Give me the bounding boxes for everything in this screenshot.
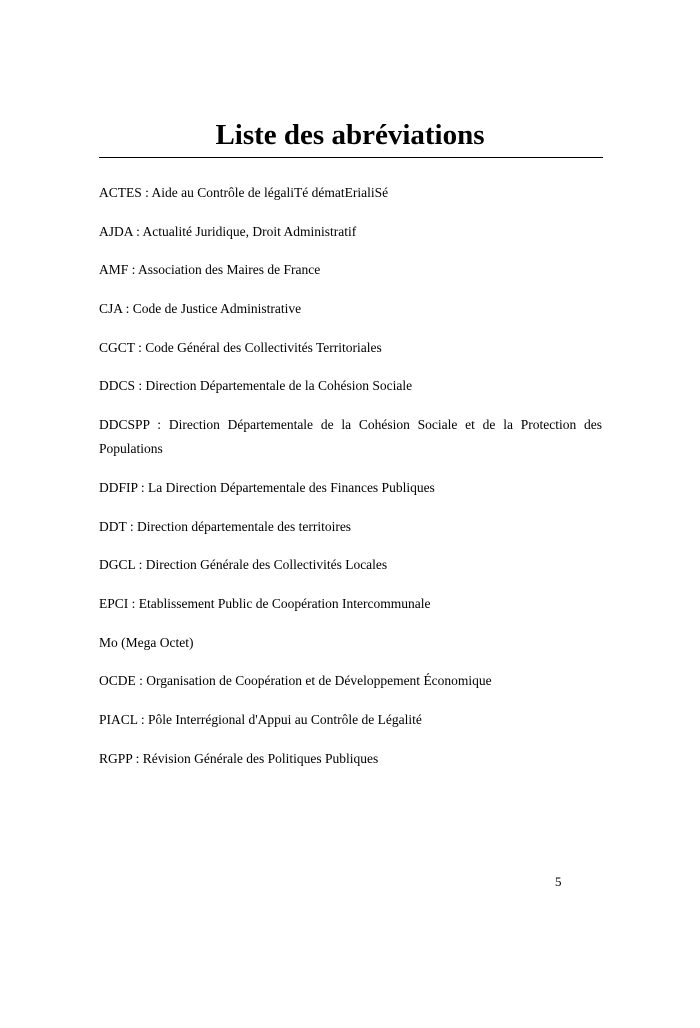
abbreviation-definition: Etablissement Public de Coopération Intercommunale [138,595,431,611]
abbreviation-entry [99,592,602,616]
abbreviation-entry [99,747,602,771]
abbreviation-term: Mo [99,634,118,650]
abbreviation-entry [99,708,602,732]
abbreviation-term: AMF [99,262,129,278]
abbreviation-separator: : [126,518,138,534]
abbreviation-entry [99,669,602,693]
abbreviation-separator: : [135,557,146,573]
abbreviation-entry [99,553,602,577]
abbreviation-definition: Aide au Contrôle de légaliTé dématErialiSé [151,185,389,200]
abbreviation-separator: : [132,223,143,239]
abbreviation-term: DDCSPP [99,417,150,433]
abbreviation-term: CJA [99,301,123,317]
abbreviation-term: ACTES [99,185,142,200]
abbreviation-entry [99,220,602,244]
abbreviation-term: RGPP [99,750,133,766]
abbreviation-separator: : [132,750,143,766]
abbreviation-term: EPCI [99,595,129,611]
abbreviation-definition: Association des Maires de France [138,262,321,278]
abbreviation-separator: : [134,339,146,355]
abbreviation-term: DDFIP [99,479,138,495]
abbreviation-definition: Actualité Juridique, Droit Administratif [142,223,357,239]
abbreviation-term: PIACL [99,711,138,727]
abbreviation-definition: Code Général des Collectivités Territoriales [145,339,382,355]
abbreviation-term: CGCT [99,339,135,355]
abbreviation-separator: : [135,378,146,394]
abbreviation-separator: : [137,711,149,727]
abbreviation-separator: : [149,417,169,433]
page-number: 5 [555,874,562,889]
abbreviation-list [99,181,602,785]
abbreviation-term: DGCL [99,557,136,573]
abbreviation-definition: Direction Départementale de la Cohésion Sociale et de la Protection des Populations [99,417,602,457]
abbreviation-separator: : [128,262,139,278]
abbreviation-separator: : [122,301,133,317]
abbreviation-term: DDT [99,518,127,534]
abbreviation-definition: Direction Départementale de la Cohésion Sociale [145,378,413,394]
abbreviation-entry [99,631,602,655]
abbreviation-separator: : [141,185,152,200]
abbreviation-entry [99,258,602,282]
title-underline [99,157,603,158]
abbreviation-separator: : [128,595,139,611]
abbreviation-entry [99,476,602,500]
abbreviation-term: OCDE [99,673,136,689]
abbreviation-definition: (Mega Octet) [121,634,194,650]
abbreviation-definition: Direction Générale des Collectivités Locales [145,557,388,573]
abbreviation-definition: Révision Générale des Politiques Publiques [142,750,379,766]
abbreviation-entry [99,297,602,321]
abbreviation-entry [99,515,602,539]
abbreviation-term: DDCS [99,378,136,394]
abbreviation-definition: Direction départementale des territoires [137,518,352,534]
abbreviation-entry [99,413,602,461]
abbreviation-term: AJDA [99,223,133,239]
abbreviation-separator: : [135,673,147,689]
abbreviation-entry [99,181,602,205]
abbreviation-definition: Organisation de Coopération et de Développement Économique [146,673,492,689]
page-title: Liste des abréviations [215,119,485,151]
abbreviation-entry [99,336,602,360]
abbreviation-definition: Pôle Interrégional d'Appui au Contrôle de Légalité [148,711,422,727]
abbreviation-entry [99,374,602,398]
abbreviation-definition: Code de Justice Administrative [132,301,302,317]
abbreviation-definition: La Direction Départementale des Finances Publiques [148,479,435,495]
abbreviation-separator: : [137,479,149,495]
